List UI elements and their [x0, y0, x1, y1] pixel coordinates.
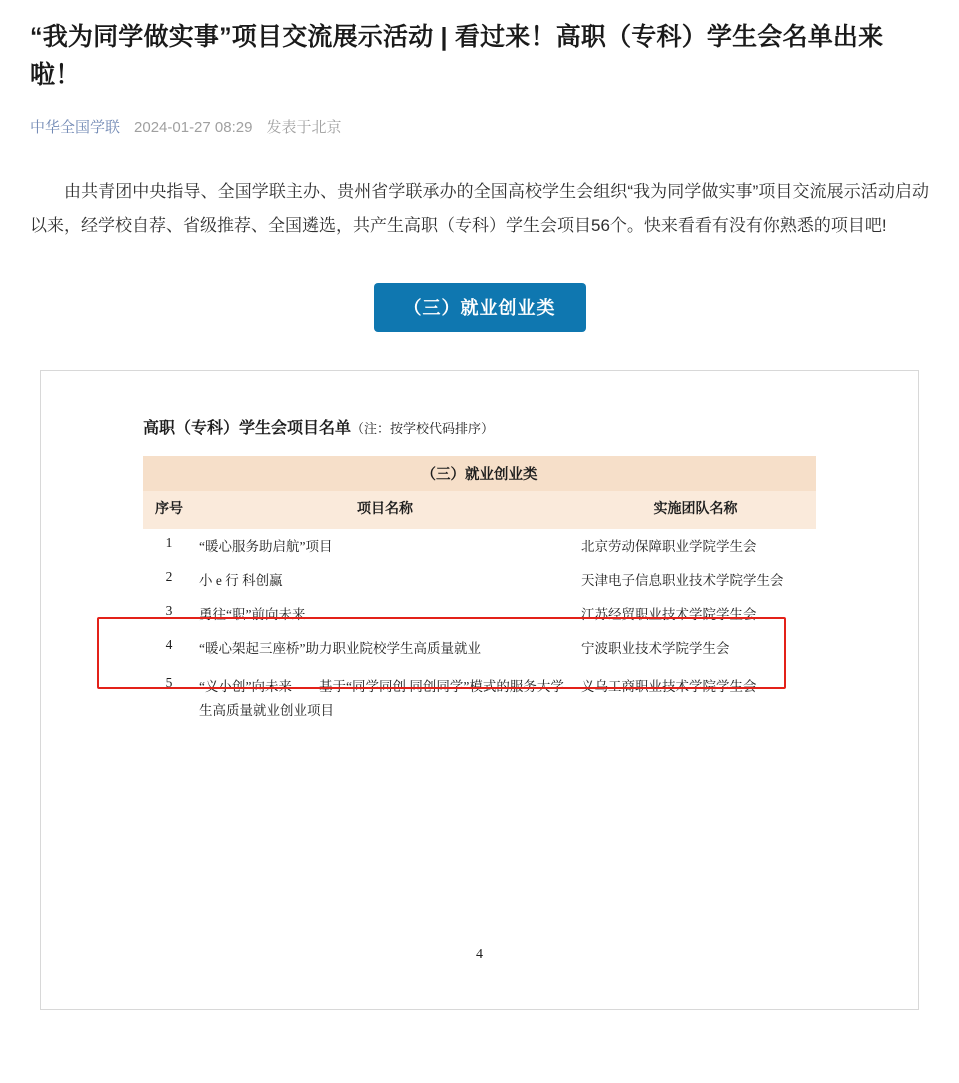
document-page-number: 4: [476, 947, 483, 962]
row-project-name: 勇往“职”前向未来: [199, 607, 306, 622]
row-num: 1: [165, 535, 173, 550]
article-body-paragraph: 由共青团中央指导、全国学联主办、贵州省学联承办的全国高校学生会组织“我为同学做实事”项目交流展示活动启动以来，经学校自荐、省级推荐、全国遴选，共产生高职（专科）学生会项目56个。快来看看有没有你熟悉的项目吧!: [30, 182, 929, 235]
table-category-row: [143, 456, 816, 491]
row-num: 4: [165, 637, 173, 652]
row-num: 2: [165, 569, 173, 584]
row-team-name: 天津电子信息职业技术学院学生会: [581, 573, 784, 588]
table-row: [143, 529, 816, 563]
row-team-name: 义乌工商职业技术学院学生会: [581, 679, 757, 694]
row-project-name: “暖心架起三座桥”助力职业院校学生高质量就业: [199, 641, 481, 656]
section-pill-wrap: [30, 283, 929, 332]
project-table-body: [143, 456, 816, 727]
account-name[interactable]: 中华全国学联: [30, 119, 121, 136]
row-team-name: 宁波职业技术学院学生会: [581, 641, 730, 656]
column-header-team: 实施团队名称: [575, 491, 816, 529]
row-project-name: “暖心服务助启航”项目: [199, 539, 333, 554]
page-title: “我为同学做实事”项目交流展示活动 | 看过来！高职（专科）学生会名单出来啦！: [30, 23, 884, 89]
row-num: 5: [165, 675, 173, 690]
table-row: [143, 563, 816, 597]
document-heading-note: （注：按学校代码排序）: [351, 421, 495, 436]
table-header-row: [143, 491, 816, 529]
table-category-label: （三）就业创业类: [143, 456, 816, 491]
document-inner: [81, 415, 878, 727]
article-meta: [30, 116, 929, 137]
table-row: [143, 631, 816, 665]
column-header-num: 序号: [143, 491, 195, 529]
row-team-name: 北京劳动保障职业学院学生会: [581, 539, 757, 554]
publish-location: 发表于北京: [266, 119, 342, 136]
row-project-name: 小 e 行 科创赢: [199, 573, 283, 588]
row-num: 3: [165, 603, 173, 618]
publish-date: 2024-01-27 08:29: [134, 119, 253, 136]
column-header-name: 项目名称: [195, 491, 575, 529]
table-row-highlighted: [143, 665, 816, 727]
section-pill: （三）就业创业类: [374, 283, 586, 332]
document-image-card[interactable]: [40, 370, 919, 1010]
table-row: [143, 597, 816, 631]
document-heading: [143, 415, 816, 438]
row-project-name: “义小创”向未来——基于“同学同创 同创同学”模式的服务大学生高质量就业创业项目: [199, 679, 564, 718]
project-table: [143, 456, 816, 727]
document-heading-main: 高职（专科）学生会项目名单: [143, 420, 352, 437]
row-team-name: 江苏经贸职业技术学院学生会: [581, 607, 757, 622]
